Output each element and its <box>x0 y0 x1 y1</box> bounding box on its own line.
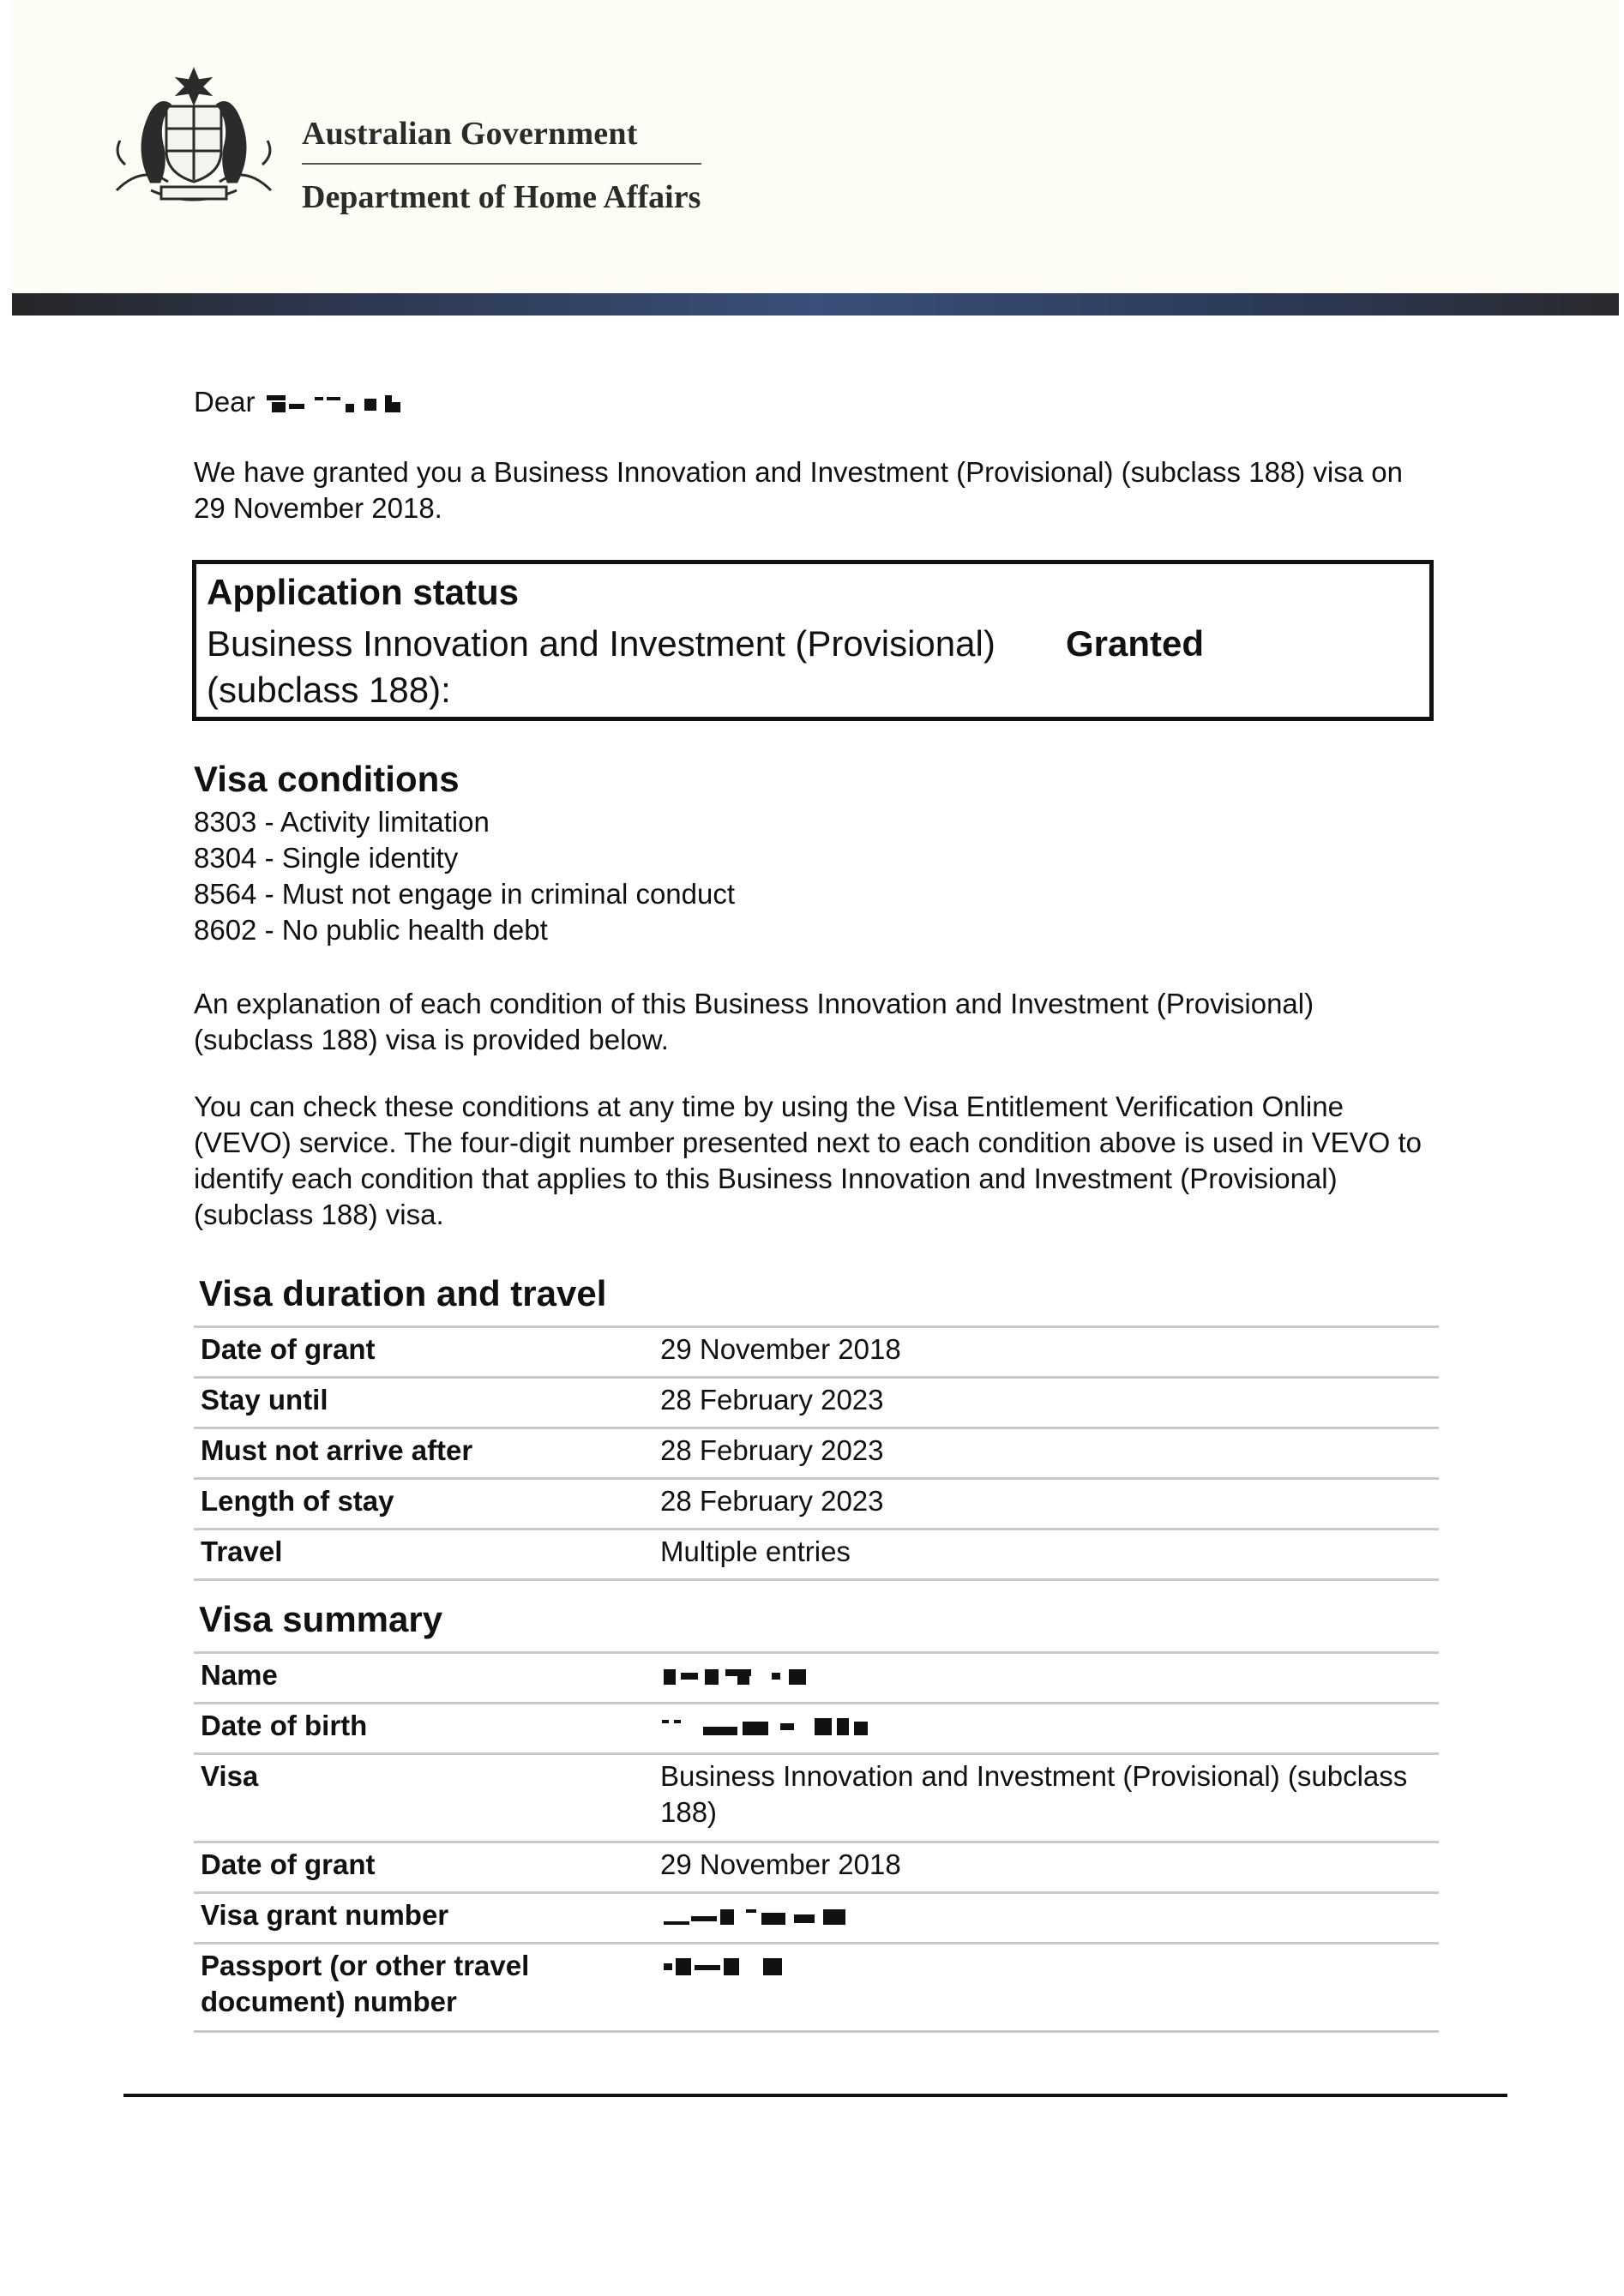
table-row <box>194 1479 1439 1530</box>
visa-conditions-list <box>194 804 735 948</box>
department-name: Department of Home Affairs <box>302 179 701 215</box>
visa-duration-table <box>194 1325 1439 1581</box>
table-row <box>194 1842 1439 1893</box>
list-item: 8303 - Activity limitation <box>194 806 490 838</box>
row-label: Visa <box>194 1754 653 1842</box>
redacted-value-icon <box>660 1664 857 1690</box>
row-label: Date of grant <box>194 1842 653 1893</box>
visa-summary-title: Visa summary <box>199 1599 443 1639</box>
salutation <box>194 384 409 420</box>
vevo-note: You can check these conditions at any time by using the Visa Entitlement Verification Online (VEVO) service. The four-digit number presented next to each condition above is used in VEVO to identify each condition that applies to this Business Innovation and Investment (Provisional) (subclass 188) visa. <box>194 1091 1422 1230</box>
government-name: Australian Government <box>302 116 638 152</box>
row-label: Date of grant <box>194 1327 653 1378</box>
row-label: Stay until <box>194 1378 653 1428</box>
table-row <box>194 1653 1439 1704</box>
table-row <box>194 1754 1439 1842</box>
table-row <box>194 1378 1439 1428</box>
footer-divider <box>123 2094 1507 2097</box>
redacted-value-icon <box>660 1715 917 1740</box>
row-value: 29 November 2018 <box>653 1842 1439 1893</box>
list-item: 8304 - Single identity <box>194 842 459 874</box>
row-value: 29 November 2018 <box>653 1327 1439 1378</box>
salutation-label: Dear <box>194 386 256 418</box>
row-value: 28 February 2023 <box>653 1378 1439 1428</box>
row-value: Multiple entries <box>653 1530 1439 1580</box>
row-label: Visa grant number <box>194 1893 653 1944</box>
divider <box>302 163 701 165</box>
application-status-visa: Business Innovation and Investment (Provisional) (subclass 188): <box>207 623 995 710</box>
row-value: Business Innovation and Investment (Provisional) (subclass 188) <box>653 1754 1439 1842</box>
grant-sentence: We have granted you a Business Innovation and Investment (Provisional) (subclass 188) visa on 29 November 2018. <box>194 456 1403 524</box>
status-badge: Granted <box>1066 623 1205 664</box>
row-value: 28 February 2023 <box>653 1479 1439 1530</box>
row-label: Travel <box>194 1530 653 1580</box>
row-value <box>653 1944 1439 2032</box>
table-row <box>194 1944 1439 2032</box>
visa-summary-table <box>194 1651 1439 2033</box>
table-row <box>194 1530 1439 1580</box>
redacted-value-icon <box>660 1955 917 1980</box>
row-label: Date of birth <box>194 1704 653 1754</box>
redacted-name-icon <box>263 392 409 416</box>
list-item: 8602 - No public health debt <box>194 914 548 946</box>
application-status-title: Application status <box>207 572 520 612</box>
table-row <box>194 1428 1439 1479</box>
visa-duration-title: Visa duration and travel <box>199 1273 607 1313</box>
table-row <box>194 1704 1439 1754</box>
row-label: Name <box>194 1653 653 1704</box>
application-status-box <box>192 560 1434 721</box>
conditions-explanation: An explanation of each condition of this Business Innovation and Investment (Provisional) (subclass 188) visa is provided below. <box>194 988 1314 1055</box>
row-value <box>653 1893 1439 1944</box>
row-label: Length of stay <box>194 1479 653 1530</box>
list-item: 8564 - Must not engage in criminal conduct <box>194 878 736 910</box>
row-label: Passport (or other travel document) number <box>194 1944 653 2032</box>
table-row <box>194 1327 1439 1378</box>
row-value <box>653 1653 1439 1704</box>
header-bar <box>12 293 1619 316</box>
row-label: Must not arrive after <box>194 1428 653 1479</box>
visa-conditions-title: Visa conditions <box>194 759 460 799</box>
row-value <box>653 1704 1439 1754</box>
row-value: 28 February 2023 <box>653 1428 1439 1479</box>
commonwealth-coat-of-arms-icon <box>99 62 288 216</box>
redacted-value-icon <box>660 1904 917 1930</box>
table-row <box>194 1893 1439 1944</box>
